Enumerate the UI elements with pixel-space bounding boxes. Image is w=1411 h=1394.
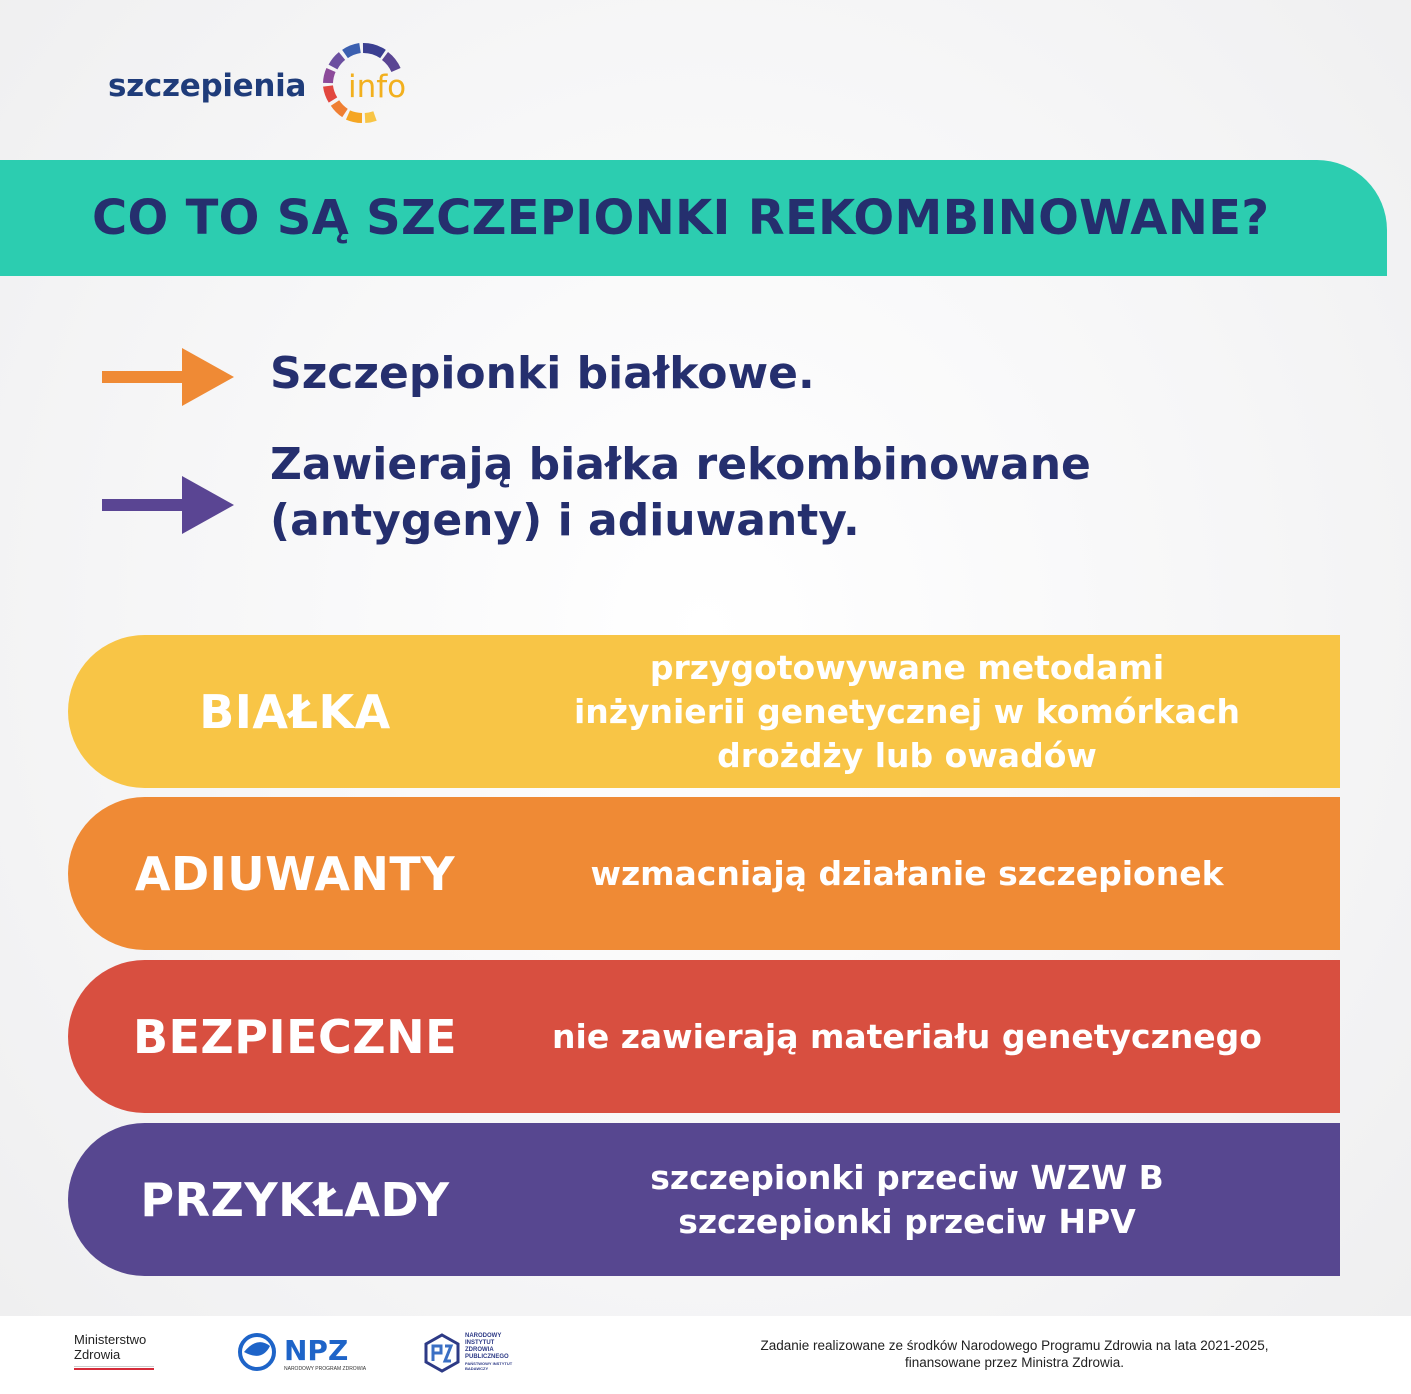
row-label: PRZYKŁADY — [140, 1172, 450, 1227]
row-description — [522, 646, 1292, 778]
row-label: ADIUWANTY — [134, 846, 456, 901]
funding-note — [700, 1337, 1329, 1371]
row-description — [522, 1015, 1292, 1059]
bullet-text-2 — [270, 437, 1091, 549]
pzh-line: PAŃSTWOWY INSTYTUT — [465, 1361, 513, 1366]
row-desc-line: przygotowywane metodami — [649, 647, 1165, 687]
pzh-line: ZDROWIA — [465, 1347, 494, 1353]
funding-line-2: finansowane przez Ministra Zdrowia. — [904, 1355, 1125, 1370]
row-desc-line: drożdży lub owadów — [717, 735, 1097, 775]
row-desc-line: inżynierii genetycznej w komórkach — [573, 691, 1240, 731]
funding-line-1: Zadanie realizowane ze środków Narodowego Programu Zdrowia na lata 2021-2025, — [760, 1338, 1269, 1353]
pzh-line: INSTYTUT — [465, 1340, 495, 1346]
npz-text: NPZ — [284, 1334, 349, 1367]
purple-arrow-icon — [102, 476, 234, 534]
row-desc-line: wzmacniają działanie szczepionek — [590, 853, 1224, 893]
npz-subtitle: NARODOWY PROGRAM ZDROWIA — [284, 1366, 367, 1372]
row-bezpieczne — [68, 960, 1340, 1113]
pzh-line: PUBLICZNEGO — [465, 1354, 509, 1360]
ministry-line-1: Ministerstwo — [74, 1332, 147, 1347]
logo-wordmark: szczepienia — [108, 68, 307, 104]
row-label: BEZPIECZNE — [132, 1009, 458, 1064]
pzh-text — [465, 1333, 512, 1371]
row-desc-line: nie zawierają materiału genetycznego — [552, 1016, 1262, 1056]
ministry-line-2: Zdrowia — [74, 1347, 121, 1362]
logo-info-text: info — [348, 69, 407, 105]
row-desc-line: szczepionki przeciw WZW B — [650, 1157, 1164, 1197]
row-description — [522, 1156, 1292, 1244]
row-label: BIAŁKA — [199, 684, 391, 739]
row-bialka — [68, 635, 1340, 788]
ministry-of-health-logo — [74, 1332, 154, 1370]
pzh-line: BADAWCZY — [465, 1366, 489, 1371]
npz-globe-icon — [236, 1332, 280, 1372]
orange-arrow-icon — [102, 348, 234, 406]
row-przyklady — [68, 1123, 1340, 1276]
page-title: CO TO SĄ SZCZEPIONKI REKOMBINOWANE? — [92, 190, 1270, 246]
bullet-2-line-1: Zawierają białka rekombinowane — [270, 439, 1091, 490]
row-desc-line: szczepionki przeciw HPV — [678, 1201, 1136, 1241]
pzh-logo — [423, 1333, 523, 1375]
szczepienia-info-logo — [108, 40, 428, 130]
bullet-1-line-1: Szczepionki białkowe. — [270, 348, 815, 399]
flag-stripe — [74, 1366, 154, 1370]
pzh-emblem-icon — [423, 1333, 461, 1373]
row-adiuwanty — [68, 797, 1340, 950]
bullet-2-line-2: (antygeny) i adiuwanty. — [270, 495, 860, 546]
row-description — [522, 852, 1292, 896]
bullet-text-1 — [270, 346, 815, 402]
pzh-line: NARODOWY — [465, 1333, 502, 1339]
npz-logo — [236, 1332, 367, 1372]
